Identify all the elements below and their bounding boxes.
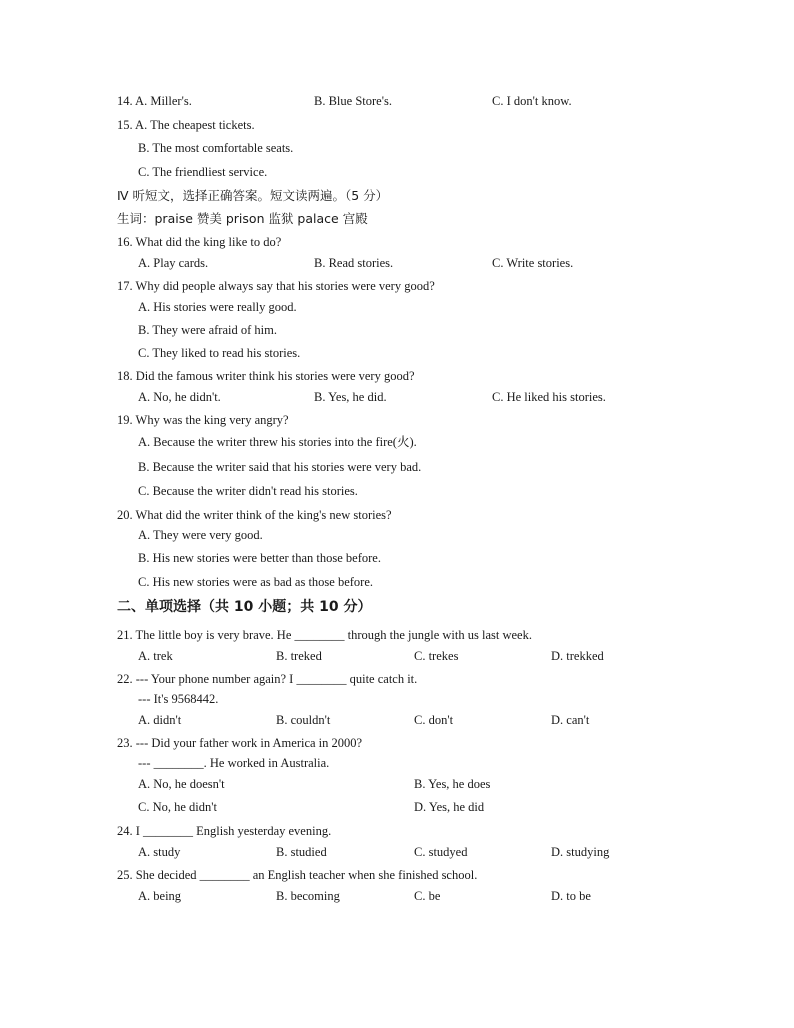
q22-stem: 22. --- Your phone number again? I ________ quite catch it.: [117, 672, 418, 686]
q24-option-b: B. studied: [276, 845, 327, 859]
q22-option-b: B. couldn't: [276, 713, 331, 727]
q23-stem-reply: --- ________. He worked in Australia.: [138, 756, 330, 770]
q22-option-a: A. didn't: [138, 713, 182, 727]
section-4-vocab: 生词：praise 赞美 prison 监狱 palace 宫殿: [117, 211, 368, 226]
q23-stem: 23. --- Did your father work in America in 2000?: [117, 736, 363, 750]
q21-option-b: B. treked: [276, 649, 322, 663]
q18-option-b: B. Yes, he did.: [314, 390, 387, 404]
q23-option-b: B. Yes, he does: [414, 777, 491, 791]
q19-option-b: B. Because the writer said that his stories were very bad.: [138, 460, 422, 474]
q18-stem: 18. Did the famous writer think his stories were very good?: [117, 369, 415, 383]
q25-option-b: B. becoming: [276, 889, 340, 903]
q24-option-a: A. study: [138, 845, 181, 859]
q24-option-c: C. studyed: [414, 845, 468, 859]
q22-option-c: C. don't: [414, 713, 454, 727]
section-2-title: 二、单项选择（共 10 小题；共 10 分）: [117, 599, 372, 615]
q21-option-a: A. trek: [138, 649, 173, 663]
q24-option-d: D. studying: [551, 845, 610, 859]
q17-option-a: A. His stories were really good.: [138, 300, 297, 314]
q17-option-c: C. They liked to read his stories.: [138, 346, 301, 360]
q15-option-c: C. The friendliest service.: [138, 165, 268, 179]
q20-option-c: C. His new stories were as bad as those before.: [138, 575, 374, 589]
q25-stem: 25. She decided ________ an English teacher when she finished school.: [117, 868, 478, 882]
q23-option-a: A. No, he doesn't: [138, 777, 225, 791]
q19-stem: 19. Why was the king very angry?: [117, 413, 289, 427]
q21-option-d: D. trekked: [551, 649, 604, 663]
q18-option-c: C. He liked his stories.: [492, 390, 606, 404]
q25-option-a: A. being: [138, 889, 182, 903]
q18-option-a: A. No, he didn't.: [138, 390, 221, 404]
q22-stem-reply: --- It's 9568442.: [138, 692, 219, 706]
q14-option-c: C. I don't know.: [492, 94, 572, 108]
q14-option-a: 14. A. Miller's.: [117, 94, 192, 108]
q24-stem: 24. I ________ English yesterday evening.: [117, 824, 332, 838]
q23-option-c: C. No, he didn't: [138, 800, 217, 814]
q20-option-a: A. They were very good.: [138, 528, 263, 542]
section-4-title: Ⅳ 听短文，选择正确答案。短文读两遍。（5 分）: [117, 188, 389, 203]
q17-stem: 17. Why did people always say that his stories were very good?: [117, 279, 435, 293]
q23-option-d: D. Yes, he did: [414, 800, 485, 814]
q15-option-b: B. The most comfortable seats.: [138, 141, 294, 155]
q20-option-b: B. His new stories were better than those before.: [138, 551, 381, 565]
q17-option-b: B. They were afraid of him.: [138, 323, 277, 337]
q20-stem: 20. What did the writer think of the king's new stories?: [117, 508, 392, 522]
q25-option-d: D. to be: [551, 889, 591, 903]
q16-stem: 16. What did the king like to do?: [117, 235, 282, 249]
q16-option-b: B. Read stories.: [314, 256, 394, 270]
q15-option-a: 15. A. The cheapest tickets.: [117, 118, 255, 132]
q21-stem: 21. The little boy is very brave. He ________ through the jungle with us last week.: [117, 628, 532, 642]
q14-option-b: B. Blue Store's.: [314, 94, 392, 108]
q21-option-c: C. trekes: [414, 649, 459, 663]
q16-option-a: A. Play cards.: [138, 256, 209, 270]
q25-option-c: C. be: [414, 889, 441, 903]
q19-option-a: A. Because the writer threw his stories into the fire(火).: [138, 435, 417, 449]
q16-option-c: C. Write stories.: [492, 256, 574, 270]
q19-option-c: C. Because the writer didn't read his stories.: [138, 484, 358, 498]
q22-option-d: D. can't: [551, 713, 590, 727]
